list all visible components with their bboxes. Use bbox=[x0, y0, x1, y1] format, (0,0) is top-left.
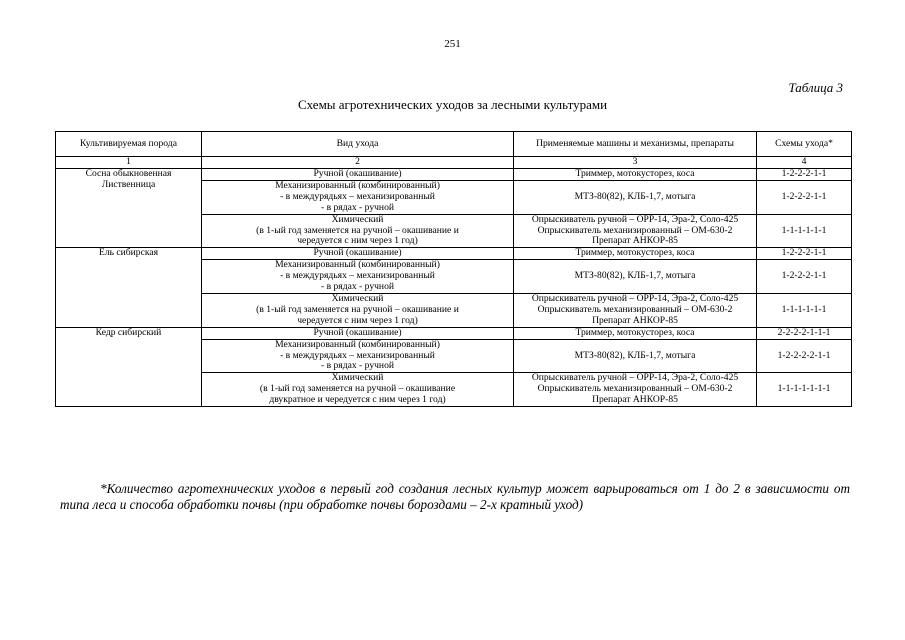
care-type-cell-line: Механизированный (комбинированный) bbox=[275, 179, 440, 191]
machines-cell-line: МТЗ-80(82), КЛБ-1,7, мотыга bbox=[574, 349, 696, 361]
machines-cell-line: Опрыскиватель механизированный – ОМ-630-2 bbox=[537, 303, 733, 315]
care-type-cell-line: Механизированный (комбинированный) bbox=[275, 338, 440, 350]
machines-cell-line: МТЗ-80(82), КЛБ-1,7, мотыга bbox=[574, 270, 696, 282]
machines-cell-line: Триммер, мотокусторез, коса bbox=[575, 326, 695, 338]
machines-cell-line: Опрыскиватель ручной – ОРР-14, Эра-2, Соло-425 bbox=[531, 372, 739, 384]
care-type-cell-line: Механизированный (комбинированный) bbox=[275, 259, 440, 271]
care-type-cell-line: Химический bbox=[331, 372, 384, 384]
machines-cell bbox=[514, 214, 757, 248]
scheme-cell: 1-2-2-2-1-1 bbox=[757, 169, 852, 181]
scheme-cell: 1-2-2-2-1-1 bbox=[757, 180, 852, 214]
care-type-cell-line: Ручной (окашивание) bbox=[313, 247, 402, 259]
column-number: 1 bbox=[56, 157, 202, 169]
care-type-cell-line: - в междурядьях – механизированный bbox=[280, 270, 435, 282]
care-type-cell-line: двукратное и чередуется с ним через 1 год) bbox=[269, 394, 446, 406]
machines-cell-line: Опрыскиватель механизированный – ОМ-630-2 bbox=[537, 224, 733, 236]
header-row bbox=[56, 132, 852, 157]
table-title: Схемы агротехнических уходов за лесными культурами bbox=[297, 97, 608, 112]
machines-cell-line: Опрыскиватель ручной – ОРР-14, Эра-2, Соло-425 bbox=[531, 213, 739, 225]
species-cell bbox=[56, 327, 202, 406]
care-type-cell-line: (в 1-ый год заменяется на ручной – окашивание bbox=[259, 383, 456, 395]
machines-cell bbox=[514, 373, 757, 407]
care-type-cell-line: (в 1-ый год заменяется на ручной – окашивание и bbox=[256, 303, 459, 315]
column-header: Культивируемая порода bbox=[56, 132, 202, 157]
machines-cell-line: Триммер, мотокусторез, коса bbox=[575, 247, 695, 259]
column-header: Применяемые машины и механизмы, препараты bbox=[514, 132, 757, 157]
page-number: 251 bbox=[444, 38, 461, 50]
care-type-cell bbox=[202, 248, 514, 260]
care-type-cell-line: Химический bbox=[331, 292, 384, 304]
species-cell bbox=[56, 248, 202, 327]
table-body bbox=[56, 169, 852, 407]
scheme-cell: 1-1-1-1-1-1 bbox=[757, 293, 852, 327]
table-label: Таблица 3 bbox=[788, 80, 843, 95]
care-type-cell-line: чередуется с ним через 1 год) bbox=[297, 235, 418, 247]
care-type-cell-line: - в рядах - ручной bbox=[320, 201, 395, 213]
machines-cell-line: Опрыскиватель механизированный – ОМ-630-2 bbox=[537, 383, 733, 395]
scheme-cell: 1-1-1-1-1-1 bbox=[757, 214, 852, 248]
care-type-cell-line: - в междурядьях – механизированный bbox=[280, 190, 435, 202]
machines-cell bbox=[514, 339, 757, 373]
care-type-cell bbox=[202, 260, 514, 294]
machines-cell-line: Триммер, мотокусторез, коса bbox=[575, 168, 695, 179]
care-type-cell bbox=[202, 293, 514, 327]
column-number-row bbox=[56, 157, 852, 169]
machines-cell-line: МТЗ-80(82), КЛБ-1,7, мотыга bbox=[574, 190, 696, 202]
column-header: Вид ухода bbox=[202, 132, 514, 157]
machines-cell bbox=[514, 260, 757, 294]
scheme-cell: 1-2-2-2-2-1-1 bbox=[757, 339, 852, 373]
care-type-cell-line: (в 1-ый год заменяется на ручной – окашивание и bbox=[256, 224, 459, 236]
care-type-cell bbox=[202, 214, 514, 248]
scheme-cell: 1-2-2-2-1-1 bbox=[757, 260, 852, 294]
species-cell-line: Ель сибирская bbox=[98, 247, 159, 259]
machines-cell bbox=[514, 248, 757, 260]
care-type-cell-line: Ручной (окашивание) bbox=[313, 326, 402, 338]
column-number: 4 bbox=[757, 157, 852, 169]
scheme-cell: 2-2-2-2-1-1-1 bbox=[757, 327, 852, 339]
care-type-cell-line: - в междурядьях – механизированный bbox=[280, 349, 435, 361]
care-type-cell bbox=[202, 180, 514, 214]
column-number: 3 bbox=[514, 157, 757, 169]
species-cell-line: Сосна обыкновенная bbox=[85, 168, 172, 179]
table-row bbox=[56, 169, 852, 181]
care-type-cell bbox=[202, 373, 514, 407]
care-type-cell-line: Ручной (окашивание) bbox=[313, 168, 402, 179]
species-cell-line: Лиственница bbox=[101, 178, 156, 190]
machines-cell-line: Препарат АНКОР-85 bbox=[592, 235, 678, 247]
machines-cell bbox=[514, 180, 757, 214]
care-type-cell bbox=[202, 339, 514, 373]
care-type-cell-line: чередуется с ним через 1 год) bbox=[297, 314, 418, 326]
scheme-cell: 1-2-2-2-1-1 bbox=[757, 248, 852, 260]
scheme-cell: 1-1-1-1-1-1-1 bbox=[757, 373, 852, 407]
footnote: *Количество агротехнических уходов в первый год создания лесных культур может варьироваться от 1 до 2 в зависимости от типа леса и способа обработки почвы (при обработке почвы бороздами – 2-х кратный уход) bbox=[60, 481, 850, 512]
machines-cell bbox=[514, 327, 757, 339]
machines-cell bbox=[514, 169, 757, 181]
care-type-cell bbox=[202, 169, 514, 181]
column-header: Схемы ухода* bbox=[757, 132, 852, 157]
care-type-cell-line: - в рядах - ручной bbox=[320, 281, 395, 293]
care-type-cell-line: Химический bbox=[331, 213, 384, 225]
care-type-cell bbox=[202, 327, 514, 339]
machines-cell-line: Опрыскиватель ручной – ОРР-14, Эра-2, Соло-425 bbox=[531, 292, 739, 304]
column-number: 2 bbox=[202, 157, 514, 169]
table-row bbox=[56, 248, 852, 260]
care-schemes-table bbox=[55, 131, 852, 407]
machines-cell-line: Препарат АНКОР-85 bbox=[592, 394, 678, 406]
table-row bbox=[56, 327, 852, 339]
species-cell-line: Кедр сибирский bbox=[95, 326, 162, 338]
care-type-cell-line: - в рядах - ручной bbox=[320, 360, 395, 372]
machines-cell-line: Препарат АНКОР-85 bbox=[592, 314, 678, 326]
machines-cell bbox=[514, 293, 757, 327]
species-cell bbox=[56, 169, 202, 248]
